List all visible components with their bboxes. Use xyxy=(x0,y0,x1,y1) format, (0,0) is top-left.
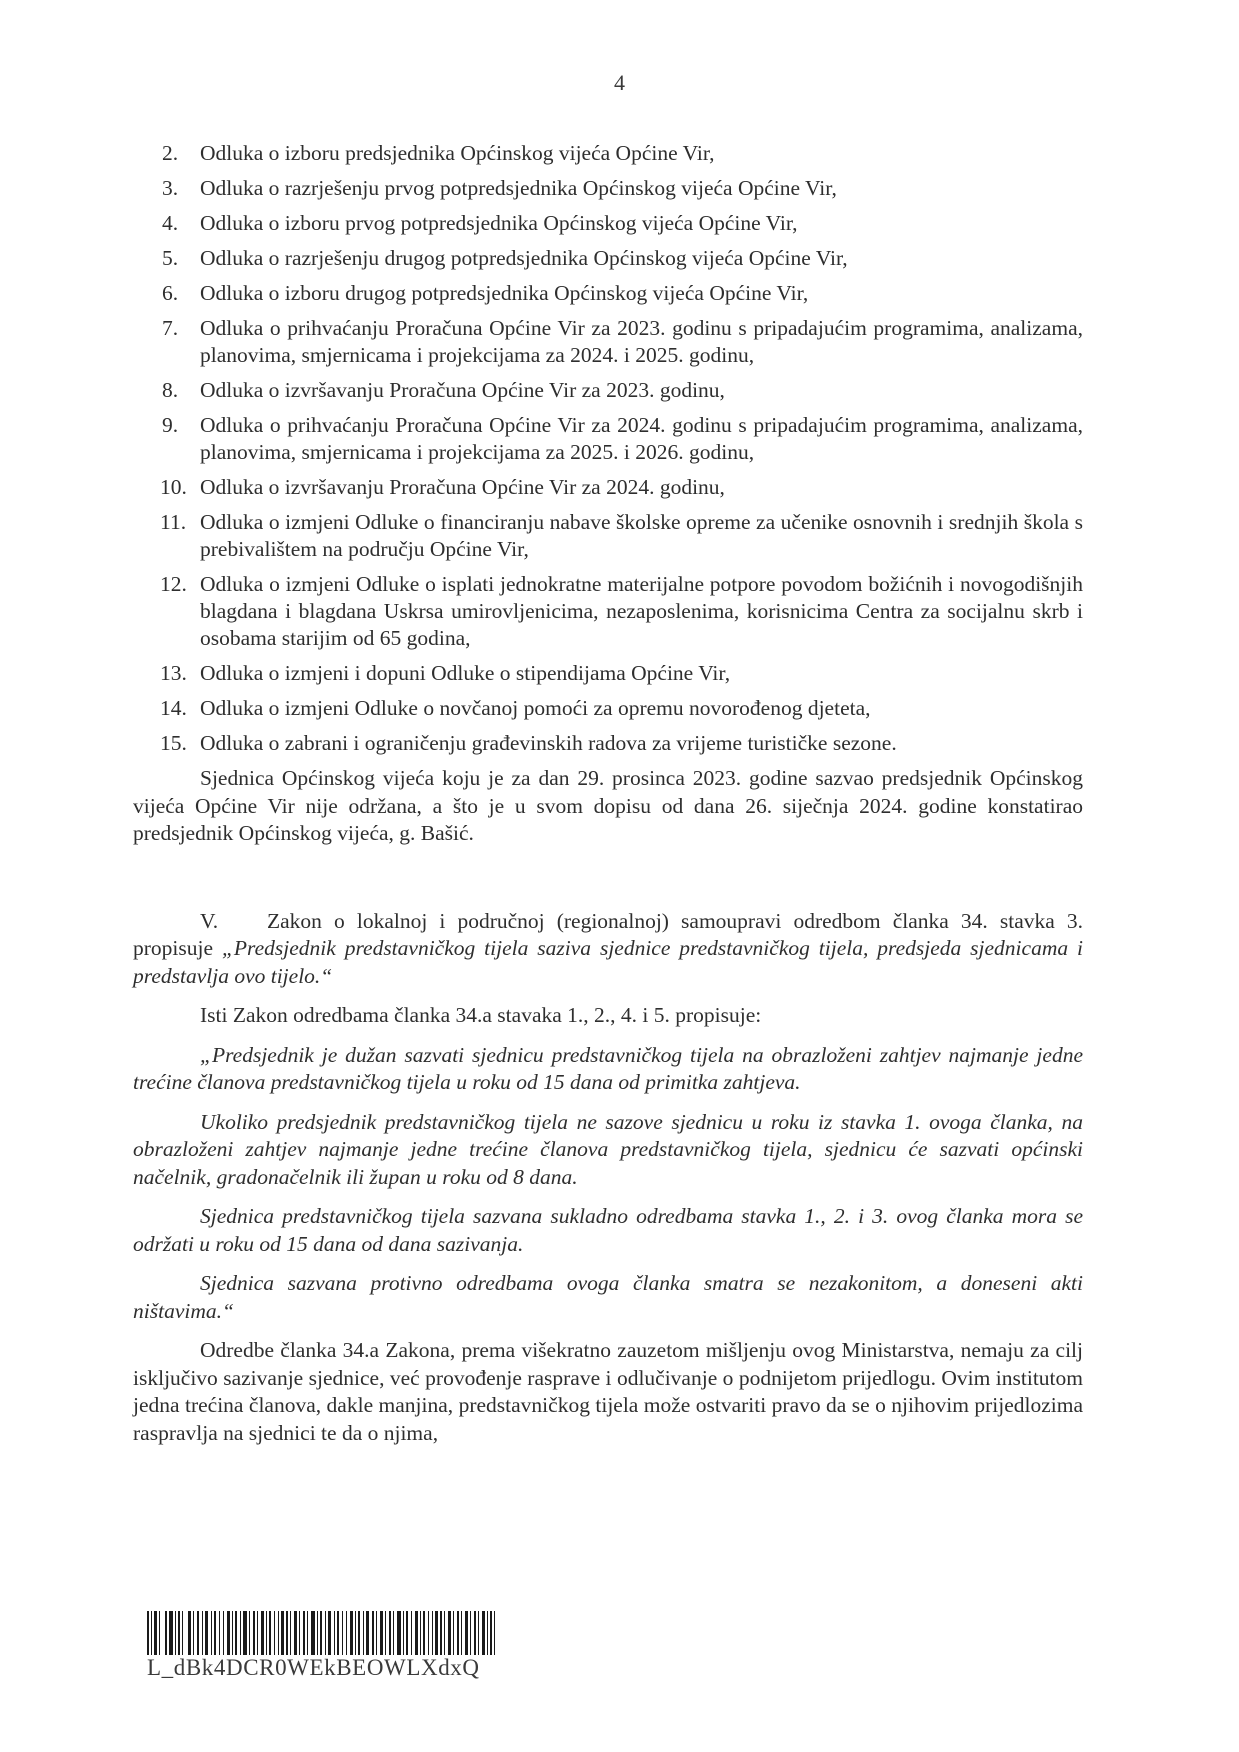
quote-paragraph-4: Sjednica sazvana protivno odredbama ovoga članka smatra se nezakonitom, a doneseni akti ništavima.“ xyxy=(133,1271,1083,1323)
list-item xyxy=(133,377,1083,404)
list-number: 4. xyxy=(162,211,179,235)
document-body xyxy=(133,140,1083,1447)
list-item xyxy=(133,730,1083,757)
barcode-code-text: L_dBk4DCR0WEkBEOWLXdxQ xyxy=(147,1655,480,1680)
list-text: Odluka o izmjeni Odluke o novčanoj pomoći za opremu novorođenog djeteta, xyxy=(200,696,871,720)
list-item xyxy=(133,412,1083,466)
list-text: Odluka o izboru drugog potpredsjednika Općinskog vijeća Općine Vir, xyxy=(200,281,809,305)
list-number: 3. xyxy=(162,176,179,200)
section-v-lead: Zakon o lokalnoj i područnoj (regionalnoj) samoupravi odredbom članka 34. stavka 3. propisuje xyxy=(133,908,1083,960)
quote-paragraph-2: Ukoliko predsjednik predstavničkog tijela ne sazove sjednicu u roku iz stavka 1. ovoga članka, na obrazloženi zahtjev najmanje jedne trećine članova predstavničkog tijela, sjednicu će sazvati općinski načelnik, gradonačelnik ili župan u roku od 8 dana. xyxy=(133,1109,1083,1189)
list-item xyxy=(133,140,1083,167)
list-item xyxy=(133,245,1083,272)
spacer xyxy=(133,1325,1083,1337)
list-text: Odluka o izboru prvog potpredsjednika Općinskog vijeća Općine Vir, xyxy=(200,211,798,235)
spacer xyxy=(133,1097,1083,1109)
decision-list xyxy=(133,140,1083,757)
list-number: 10. xyxy=(160,475,187,499)
list-text: Odluka o razrješenju drugog potpredsjednika Općinskog vijeća Općine Vir, xyxy=(200,246,848,270)
spacer xyxy=(133,848,1083,908)
list-item xyxy=(133,315,1083,369)
list-text: Odluka o prihvaćanju Proračuna Općine Vir za 2024. godinu s pripadajućim programima, analizama, planovima, smjernicama i projekcijama za 2025. i 2026. godinu, xyxy=(200,413,1083,464)
list-text: Odluka o razrješenju prvog potpredsjednika Općinskog vijeća Općine Vir, xyxy=(200,176,837,200)
barcode-icon xyxy=(147,1611,495,1655)
list-number: 15. xyxy=(160,731,187,755)
list-item xyxy=(133,175,1083,202)
list-text: Odluka o izboru predsjednika Općinskog vijeća Općine Vir, xyxy=(200,141,715,165)
list-number: 9. xyxy=(162,413,179,437)
section-v-paragraph xyxy=(133,908,1083,991)
session-note-paragraph: Sjednica Općinskog vijeća koju je za dan 29. prosinca 2023. godine sazvao predsjednik Općinskog vijeća Općine Vir nije održana, a što je u svom dopisu od dana 26. siječnja 2024. godine konstatirao predsjednik Općinskog vijeća, g. Bašić. xyxy=(133,766,1083,845)
list-number: 6. xyxy=(162,281,179,305)
list-item xyxy=(133,695,1083,722)
list-number: 12. xyxy=(160,572,187,596)
spacer xyxy=(133,990,1083,1002)
list-number: 11. xyxy=(160,510,187,534)
list-item xyxy=(133,280,1083,307)
list-text: Odluka o izmjeni i dopuni Odluke o stipendijama Općine Vir, xyxy=(200,661,731,685)
list-text: Odluka o izvršavanju Proračuna Općine Vir za 2023. godinu, xyxy=(200,378,725,402)
list-text: Odluka o zabrani i ograničenju građevinskih radova za vrijeme turističke sezone. xyxy=(200,731,897,755)
list-text: Odluka o izmjeni Odluke o financiranju nabave školske opreme za učenike osnovnih i srednjih škola s prebivalištem na području Općine Vir, xyxy=(200,510,1083,561)
section-v-quote: „Predsjednik predstavničkog tijela saziva sjednice predstavničkog tijela, predsjeda sjednicama i predstavlja ovo tijelo.“ xyxy=(133,936,1083,988)
section-v-mark: V. xyxy=(200,908,219,933)
list-item xyxy=(133,660,1083,687)
list-number: 8. xyxy=(162,378,179,402)
list-number: 14. xyxy=(160,696,187,720)
list-item xyxy=(133,210,1083,237)
list-number: 2. xyxy=(162,141,179,165)
quote-paragraph-3: Sjednica predstavničkog tijela sazvana sukladno odredbama stavka 1., 2. i 3. ovog članka mora se održati u roku od 15 dana od dana sazivanja. xyxy=(133,1204,1083,1256)
list-text: Odluka o izmjeni Odluke o isplati jednokratne materijalne potpore povodom božićnih i novogodišnjih blagdana i blagdana Uskrsa umirovljenicima, nezaposlenima, korisnicima Centra za socijalnu skrb i osobama starijim od 65 godina, xyxy=(200,572,1083,650)
list-number: 7. xyxy=(162,316,179,340)
quote-paragraph-1: „Predsjednik je dužan sazvati sjednicu predstavničkog tijela na obrazloženi zahtjev najmanje jedne trećine članova predstavničkog tijela u roku od 15 dana od primitka zahtjeva. xyxy=(133,1042,1083,1094)
list-text: Odluka o izvršavanju Proračuna Općine Vir za 2024. godinu, xyxy=(200,475,725,499)
list-item xyxy=(133,474,1083,501)
ministry-opinion-paragraph: Odredbe članka 34.a Zakona, prema višekratno zauzetom mišljenju ovog Ministarstva, nemaju za cilj isključivo sazivanje sjednice, već provođenje rasprave i odlučivanje o podnijetom prijedlogu. Ovim institutom jedna trećina članova, dakle manjina, predstavničkog tijela može ostvariti pravo da se o njihovim prijedlozima raspravlja na sjednici te da o njima, xyxy=(133,1338,1083,1445)
list-number: 13. xyxy=(160,661,187,685)
list-item xyxy=(133,571,1083,652)
list-item xyxy=(133,509,1083,563)
spacer xyxy=(133,1258,1083,1270)
list-number: 5. xyxy=(162,246,179,270)
same-law-paragraph: Isti Zakon odredbama članka 34.a stavaka 1., 2., 4. i 5. propisuje: xyxy=(200,1003,762,1027)
page-number: 4 xyxy=(614,70,625,95)
list-text: Odluka o prihvaćanju Proračuna Općine Vir za 2023. godinu s pripadajućim programima, analizama, planovima, smjernicama i projekcijama za 2024. i 2025. godinu, xyxy=(200,316,1083,367)
spacer xyxy=(133,1191,1083,1203)
spacer xyxy=(133,1030,1083,1042)
